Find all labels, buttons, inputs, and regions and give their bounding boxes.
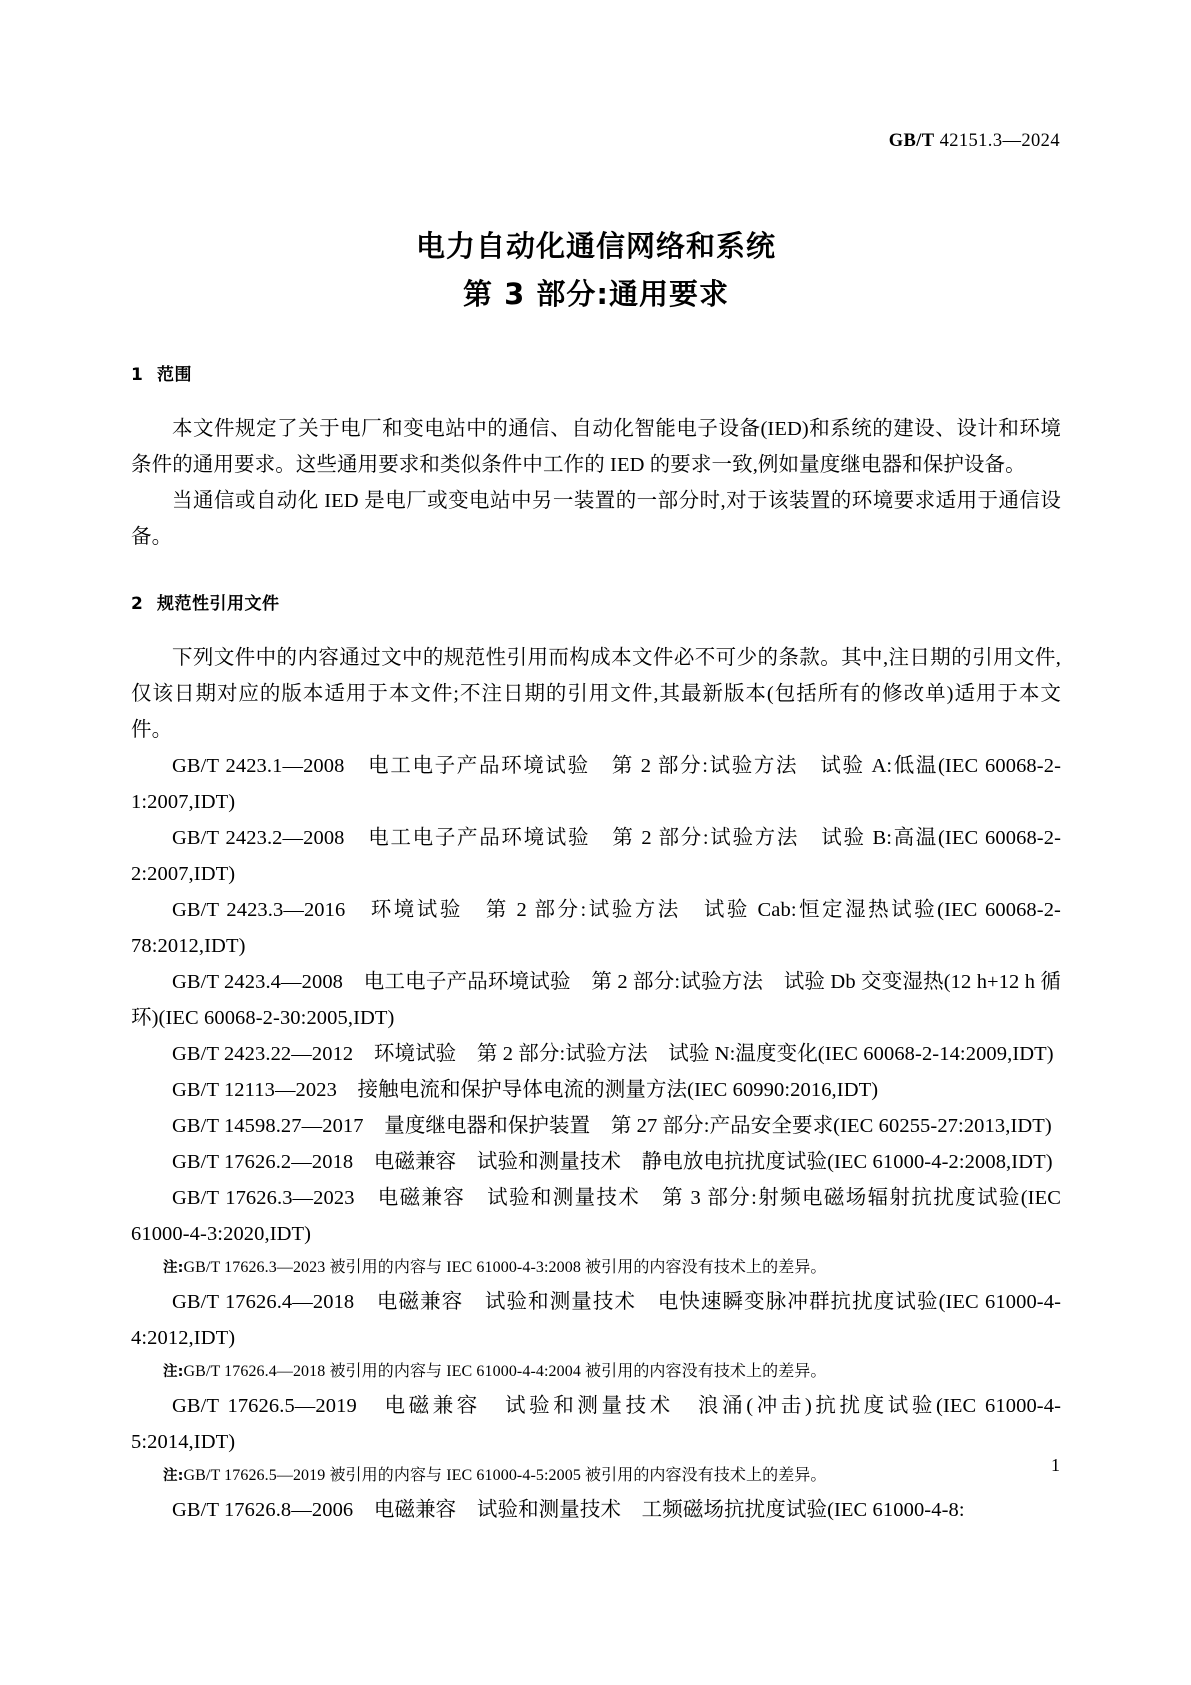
note-label: 注: [163, 1260, 184, 1276]
reference-entry: GB/T 2423.22—2012 环境试验 第 2 部分:试验方法 试验 N:温度变化(IEC 60068-2-14:2009,IDT) [172, 1043, 1054, 1065]
document-title [131, 222, 1061, 318]
standard-number: 42151.3—2024 [939, 131, 1060, 151]
note-label: 注: [163, 1468, 184, 1484]
reference-entry: GB/T 17626.5—2019 电磁兼容 试验和测量技术 浪涌(冲击)抗扰度试验(IEC 61000-4-5:2014,IDT) [131, 1395, 1061, 1453]
note-text: GB/T 17626.5—2019 被引用的内容与 IEC 61000-4-5:2005 被引用的内容没有技术上的差异。 [183, 1467, 827, 1484]
section-1-paragraph-2: 当通信或自动化 IED 是电厂或变电站中另一装置的一部分时,对于该装置的环境要求适用于通信设备。 [131, 490, 1061, 548]
section-heading-2 [131, 589, 1061, 614]
reference-entry: GB/T 2423.2—2008 电工电子产品环境试验 第 2 部分:试验方法 试验 B:高温(IEC 60068-2-2:2007,IDT) [131, 827, 1061, 885]
standard-prefix: GB/T [888, 131, 935, 151]
page-number: 1 [1051, 1455, 1060, 1475]
reference-entry: GB/T 17626.3—2023 电磁兼容 试验和测量技术 第 3 部分:射频电磁场辐射抗扰度试验(IEC 61000-4-3:2020,IDT) [131, 1187, 1061, 1245]
reference-entry: GB/T 2423.4—2008 电工电子产品环境试验 第 2 部分:试验方法 试验 Db 交变湿热(12 h+12 h 循环)(IEC 60068-2-30:2005,IDT) [131, 971, 1061, 1029]
document-title-line1: 电力自动化通信网络和系统 [415, 229, 776, 263]
section-title-1: 范围 [157, 365, 192, 385]
reference-entry: GB/T 2423.3—2016 环境试验 第 2 部分:试验方法 试验 Cab:恒定湿热试验(IEC 60068-2-78:2012,IDT) [131, 899, 1061, 957]
reference-entry: GB/T 14598.27—2017 量度继电器和保护装置 第 27 部分:产品安全要求(IEC 60255-27:2013,IDT) [172, 1115, 1052, 1137]
section-1-paragraph-1: 本文件规定了关于电厂和变电站中的通信、自动化智能电子设备(IED)和系统的建设、设计和环境条件的通用要求。这些通用要求和类似条件中工作的 IED 的要求一致,例如量度继电器和保护设备。 [131, 418, 1061, 476]
reference-entry: GB/T 17626.4—2018 电磁兼容 试验和测量技术 电快速瞬变脉冲群抗扰度试验(IEC 61000-4-4:2012,IDT) [131, 1291, 1061, 1349]
document-title-line2: 第 3 部分:通用要求 [463, 277, 729, 311]
note-text: GB/T 17626.4—2018 被引用的内容与 IEC 61000-4-4:2004 被引用的内容没有技术上的差异。 [183, 1363, 827, 1380]
reference-entry: GB/T 17626.8—2006 电磁兼容 试验和测量技术 工频磁场抗扰度试验(IEC 61000-4-8: [172, 1499, 965, 1521]
reference-entry: GB/T 2423.1—2008 电工电子产品环境试验 第 2 部分:试验方法 试验 A:低温(IEC 60068-2-1:2007,IDT) [131, 755, 1061, 813]
section-number-2: 2 [131, 594, 144, 614]
reference-entry: GB/T 12113—2023 接触电流和保护导体电流的测量方法(IEC 60990:2016,IDT) [172, 1079, 879, 1101]
note-text: GB/T 17626.3—2023 被引用的内容与 IEC 61000-4-3:2008 被引用的内容没有技术上的差异。 [183, 1259, 827, 1276]
normative-reference-list [131, 748, 1061, 1528]
section-title-2: 规范性引用文件 [157, 594, 280, 614]
reference-note [131, 1252, 1061, 1284]
section-2-paragraph-1: 下列文件中的内容通过文中的规范性引用而构成本文件必不可少的条款。其中,注日期的引用文件,仅该日期对应的版本适用于本文件;不注日期的引用文件,其最新版本(包括所有的修改单)适用于本文件。 [131, 647, 1061, 741]
reference-note [131, 1356, 1061, 1388]
reference-entry: GB/T 17626.2—2018 电磁兼容 试验和测量技术 静电放电抗扰度试验(IEC 61000-4-2:2008,IDT) [172, 1151, 1053, 1173]
document-body [131, 360, 1061, 1528]
section-heading-1 [131, 360, 1061, 385]
reference-note [131, 1460, 1061, 1492]
section-number-1: 1 [131, 365, 144, 385]
note-label: 注: [163, 1364, 184, 1380]
running-header [889, 131, 1060, 152]
